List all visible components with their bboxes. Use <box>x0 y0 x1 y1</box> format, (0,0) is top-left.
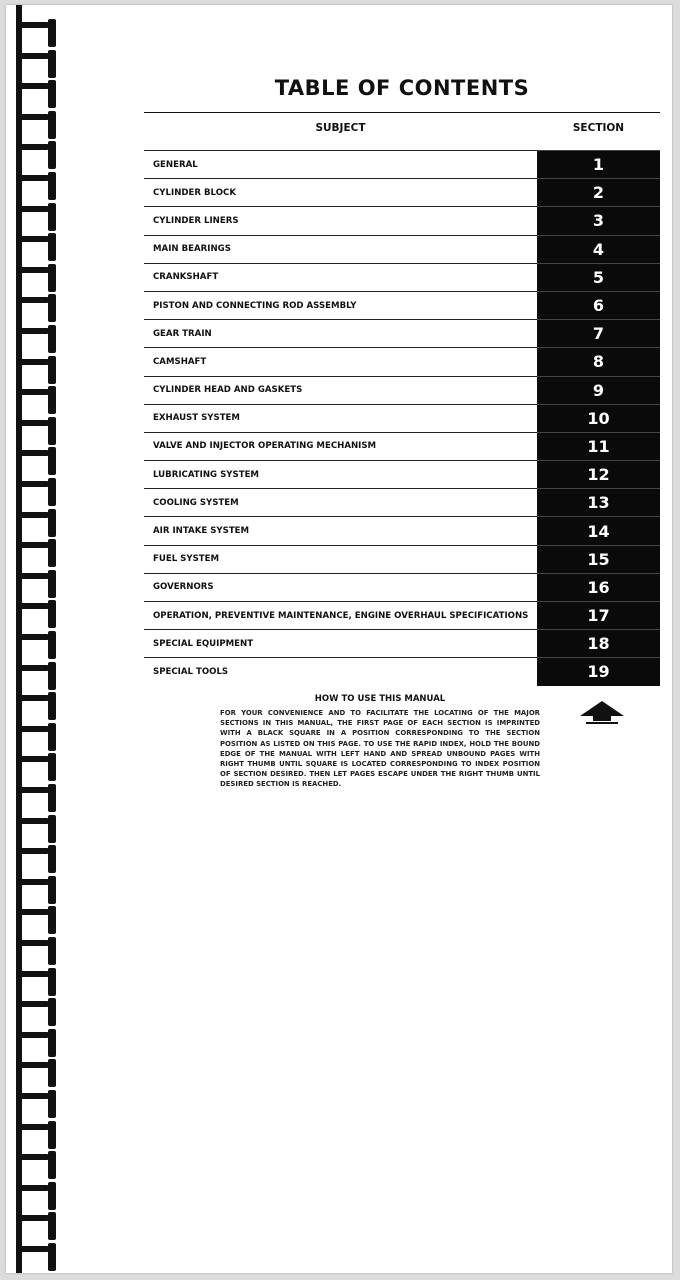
binding-coil <box>20 417 64 431</box>
toc-subject: GOVERNORS <box>144 573 537 601</box>
toc-subject: CYLINDER BLOCK <box>144 178 537 206</box>
binding-coil <box>20 784 64 798</box>
toc-subject: CRANKSHAFT <box>144 263 537 291</box>
section-tab: 8 <box>537 347 660 375</box>
binding-coil <box>20 1243 64 1257</box>
binding-coil <box>20 662 64 676</box>
toc-row <box>144 573 660 601</box>
toc-subject: CYLINDER HEAD AND GASKETS <box>144 376 537 404</box>
toc-subject: OPERATION, PREVENTIVE MAINTENANCE, ENGINE OVERHAUL SPECIFICATIONS <box>144 601 537 629</box>
binding-coil <box>20 294 64 308</box>
toc-subject: LUBRICATING SYSTEM <box>144 460 537 488</box>
binding-coil <box>20 845 64 859</box>
binding-coil <box>20 937 64 951</box>
toc-subject: EXHAUST SYSTEM <box>144 404 537 432</box>
section-tab: 11 <box>537 432 660 460</box>
howto-text: FOR YOUR CONVENIENCE AND TO FACILITATE THE LOCATING OF THE MAJOR SECTIONS IN THIS MANUAL, THE FIRST PAGE OF EACH SECTION IS IMPRINTED WITH A BLACK SQUARE IN A POSITION CORRESPONDING TO THE SECTION POSITION AS LISTED ON THIS PAGE. TO USE THE RAPID INDEX, HOLD THE BOUND EDGE OF THE MANUAL WITH LEFT HAND AND SPREAD UNBOUND PAGES WITH RIGHT THUMB UNTIL SQUARE IS LOCATED CORRESPONDING TO INDEX POSITION OF SECTION DESIRED. THEN LET PAGES ESCAPE UNDER THE RIGHT THUMB UNTIL DESIRED SECTION IS REACHED. <box>220 709 540 789</box>
binding-coil <box>20 998 64 1012</box>
binding-coil <box>20 447 64 461</box>
binding-coil <box>20 50 64 64</box>
binding-coil <box>20 356 64 370</box>
binding-coil <box>20 325 64 339</box>
toc-row <box>144 601 660 629</box>
binding-coil <box>20 723 64 737</box>
section-tab: 5 <box>537 263 660 291</box>
toc-table <box>144 150 660 686</box>
toc-subject: COOLING SYSTEM <box>144 488 537 516</box>
binding-coil <box>20 539 64 553</box>
binding-coil <box>20 876 64 890</box>
toc-row <box>144 657 660 685</box>
toc-row <box>144 460 660 488</box>
section-tab: 9 <box>537 376 660 404</box>
section-tab: 12 <box>537 460 660 488</box>
binding-coil <box>20 968 64 982</box>
section-tab: 3 <box>537 206 660 234</box>
howto-title: HOW TO USE THIS MANUAL <box>314 694 446 704</box>
binding-coil <box>20 1151 64 1165</box>
binding-coil <box>20 906 64 920</box>
binding-coil <box>20 203 64 217</box>
spiral-binding <box>6 5 66 1273</box>
binding-coil <box>20 1121 64 1135</box>
toc-row <box>144 488 660 516</box>
toc-row <box>144 432 660 460</box>
section-tab: 16 <box>537 573 660 601</box>
toc-subject: MAIN BEARINGS <box>144 235 537 263</box>
toc-subject: AIR INTAKE SYSTEM <box>144 516 537 544</box>
section-tab: 2 <box>537 178 660 206</box>
binding-coil <box>20 753 64 767</box>
toc-subject: GENERAL <box>144 150 537 178</box>
section-tab: 6 <box>537 291 660 319</box>
toc-row <box>144 150 660 178</box>
toc-subject: VALVE AND INJECTOR OPERATING MECHANISM <box>144 432 537 460</box>
toc-subject: CYLINDER LINERS <box>144 206 537 234</box>
toc-row <box>144 404 660 432</box>
header-rule <box>144 112 660 113</box>
toc-subject: PISTON AND CONNECTING ROD ASSEMBLY <box>144 291 537 319</box>
toc-row <box>144 319 660 347</box>
toc-row <box>144 178 660 206</box>
section-tab: 10 <box>537 404 660 432</box>
binding-coil <box>20 600 64 614</box>
toc-row <box>144 347 660 375</box>
toc-subject: FUEL SYSTEM <box>144 545 537 573</box>
toc-subject: SPECIAL EQUIPMENT <box>144 629 537 657</box>
binding-coil <box>20 386 64 400</box>
binding-coil <box>20 172 64 186</box>
section-tab: 7 <box>537 319 660 347</box>
section-tab: 19 <box>537 657 660 685</box>
toc-subject: CAMSHAFT <box>144 347 537 375</box>
binding-coil <box>20 631 64 645</box>
toc-row <box>144 206 660 234</box>
binding-coil <box>20 570 64 584</box>
toc-row <box>144 545 660 573</box>
binding-coil <box>20 111 64 125</box>
binding-coil <box>20 1090 64 1104</box>
page-title: TABLE OF CONTENTS <box>274 76 530 100</box>
binding-coil <box>20 815 64 829</box>
binding-coil <box>20 1212 64 1226</box>
toc-subject: SPECIAL TOOLS <box>144 657 537 685</box>
section-tab: 15 <box>537 545 660 573</box>
binding-coil <box>20 141 64 155</box>
section-tab: 18 <box>537 629 660 657</box>
subject-column-header: SUBJECT <box>315 122 366 134</box>
binding-coil <box>20 19 64 33</box>
toc-row <box>144 291 660 319</box>
binding-coil <box>20 1029 64 1043</box>
binding-coil <box>20 509 64 523</box>
binding-coil <box>20 80 64 94</box>
section-tab: 14 <box>537 516 660 544</box>
up-arrow-icon <box>578 700 626 724</box>
binding-coil <box>20 692 64 706</box>
toc-row <box>144 516 660 544</box>
section-tab: 17 <box>537 601 660 629</box>
section-tab: 13 <box>537 488 660 516</box>
toc-row <box>144 235 660 263</box>
binding-coil <box>20 264 64 278</box>
section-tab: 4 <box>537 235 660 263</box>
toc-subject: GEAR TRAIN <box>144 319 537 347</box>
toc-row <box>144 263 660 291</box>
toc-row <box>144 376 660 404</box>
section-tab: 1 <box>537 150 660 178</box>
binding-coil <box>20 478 64 492</box>
section-column-header: SECTION <box>572 122 625 134</box>
toc-row <box>144 629 660 657</box>
binding-coil <box>20 233 64 247</box>
binding-coil <box>20 1182 64 1196</box>
binding-coil <box>20 1059 64 1073</box>
